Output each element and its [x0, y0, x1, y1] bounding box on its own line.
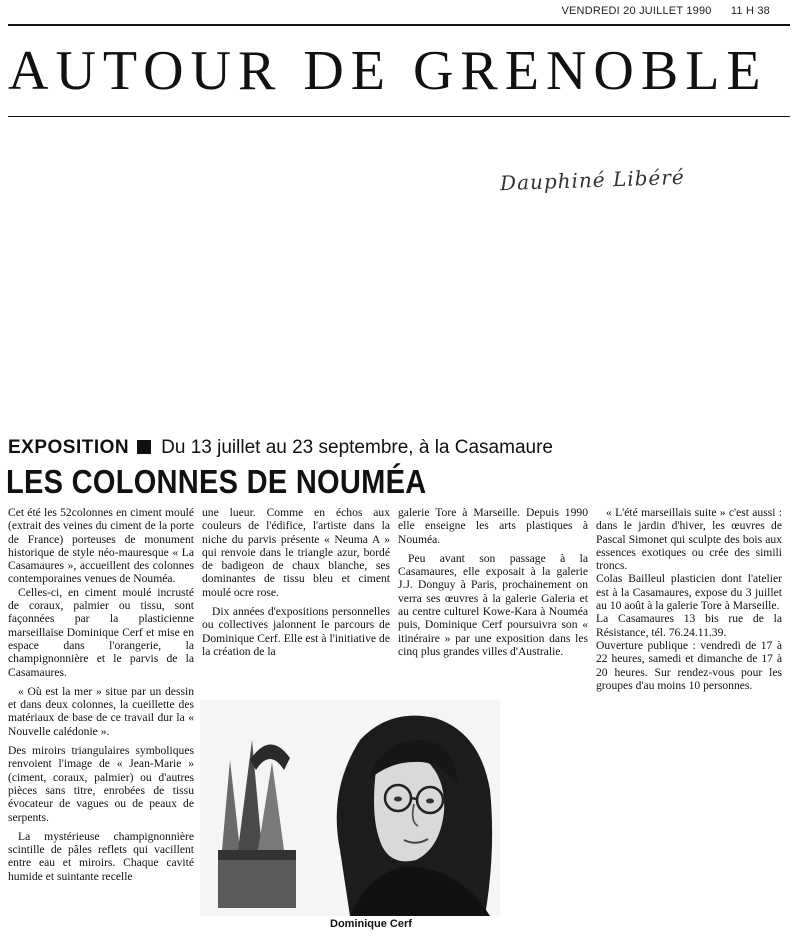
paragraph: Colas Bailleul plasticien dont l'atelier est à la Casamaures, expose du 3 juillet au 10 août à la galerie Tore à Marseille.: [596, 572, 782, 613]
portrait-illustration: [200, 700, 500, 916]
paragraph: galerie Tore à Marseille. Depuis 1990 elle enseigne les arts plastiques à Nouméa.: [398, 506, 588, 546]
article-column-3: [398, 506, 588, 664]
kicker-category: EXPOSITION: [8, 437, 130, 458]
dateline: [440, 5, 770, 17]
paragraph: La mystérieuse champignonnière scintille de pâles reflets qui vacillent entre eau et miroirs. Chaque cavité humide et suintante recelle: [8, 829, 194, 883]
kicker-subtitle: Du 13 juillet au 23 septembre, à la Casamaure: [161, 437, 553, 458]
masthead-top-rule: [8, 24, 790, 26]
paragraph: Des miroirs triangulaires symboliques renvoient l'image de « Jean-Marie » (ciment, coraux, palmier) ou d'autres pièces sans titre, enrobées de tissu évocateur de vagues ou de peaux de serpents.: [8, 744, 194, 824]
date: VENDREDI 20 JUILLET 1990: [561, 5, 712, 17]
paragraph: Dix années d'expositions personnelles ou collectives jalonnent le parcours de Dominique Cerf. Elle est à l'initiative de la création de la: [202, 605, 390, 658]
article-column-4: [596, 506, 782, 692]
article-column-2: [202, 506, 390, 664]
photo-caption: Dominique Cerf: [330, 918, 412, 930]
paragraph: Celles-ci, en ciment moulé incrusté de coraux, palmier ou tissu, sont façonnées par la plasticienne marseillaise Dominique Cerf et mise en espace dans l'orangerie, la champignonnière et le parvis de la Casamaures.: [8, 585, 194, 679]
article-kicker: [8, 437, 788, 459]
paragraph: « Où est la mer » situe par un dessin et dans deux colonnes, la cueillette des matériaux de base de ce travail dur la « Nouvelle calédonie ».: [8, 684, 194, 738]
section-masthead: AUTOUR DE GRENOBLE: [8, 40, 768, 102]
square-bullet-icon: [137, 440, 151, 454]
paragraph: Peu avant son passage à la Casamaures, elle exposait à la galerie J.J. Donguy à Paris, prochainement on verra ses œuvres à la galerie Galeria et au centre culturel Kowe-Kara à Nouméa puis, Dominique Cerf poursuivra son « itinéraire » par une exposition dans les cinq plus grandes villes d'Australie.: [398, 551, 588, 658]
paragraph: Ouverture publique : vendredi de 17 à 22 heures, samedi et dimanche de 17 à 20 heures. Sur rendez-vous pour les groupes d'au moins 10 personnes.: [596, 638, 782, 692]
paragraph: « L'été marseillais suite » c'est aussi : dans le jardin d'hiver, les œuvres de Pascal Simonet qui sculpte des bois aux essences exotiques ou crée des simili troncs.: [596, 506, 782, 573]
portrait-photo: [200, 700, 500, 916]
handwritten-source-note: Dauphiné Libéré: [499, 164, 686, 196]
article-headline: LES COLONNES DE NOUMÉA: [6, 463, 427, 500]
paragraph: une lueur. Comme en échos aux couleurs de l'édifice, l'artiste dans la niche du parvis présente « Neuma A » qui renvoie dans le triangle azur, bordé de badigeon de chaux blanche, ses dominantes de tissu bleu et ciment moulé ocre rose.: [202, 506, 390, 599]
masthead-bottom-rule: [8, 116, 790, 117]
time: 11 H 38: [730, 5, 770, 17]
article-column-1: [8, 506, 194, 889]
paragraph: La Casamaures 13 bis rue de la Résistance, tél. 76.24.11.39.: [596, 612, 782, 639]
paragraph: Cet été les 52colonnes en ciment moulé (extrait des veines du ciment de la porte de France) porteuses de monument historique de style néo-mauresque « La Casamaures », accueillent des colonnes contemporaines venues de Nouméa.: [8, 506, 194, 586]
